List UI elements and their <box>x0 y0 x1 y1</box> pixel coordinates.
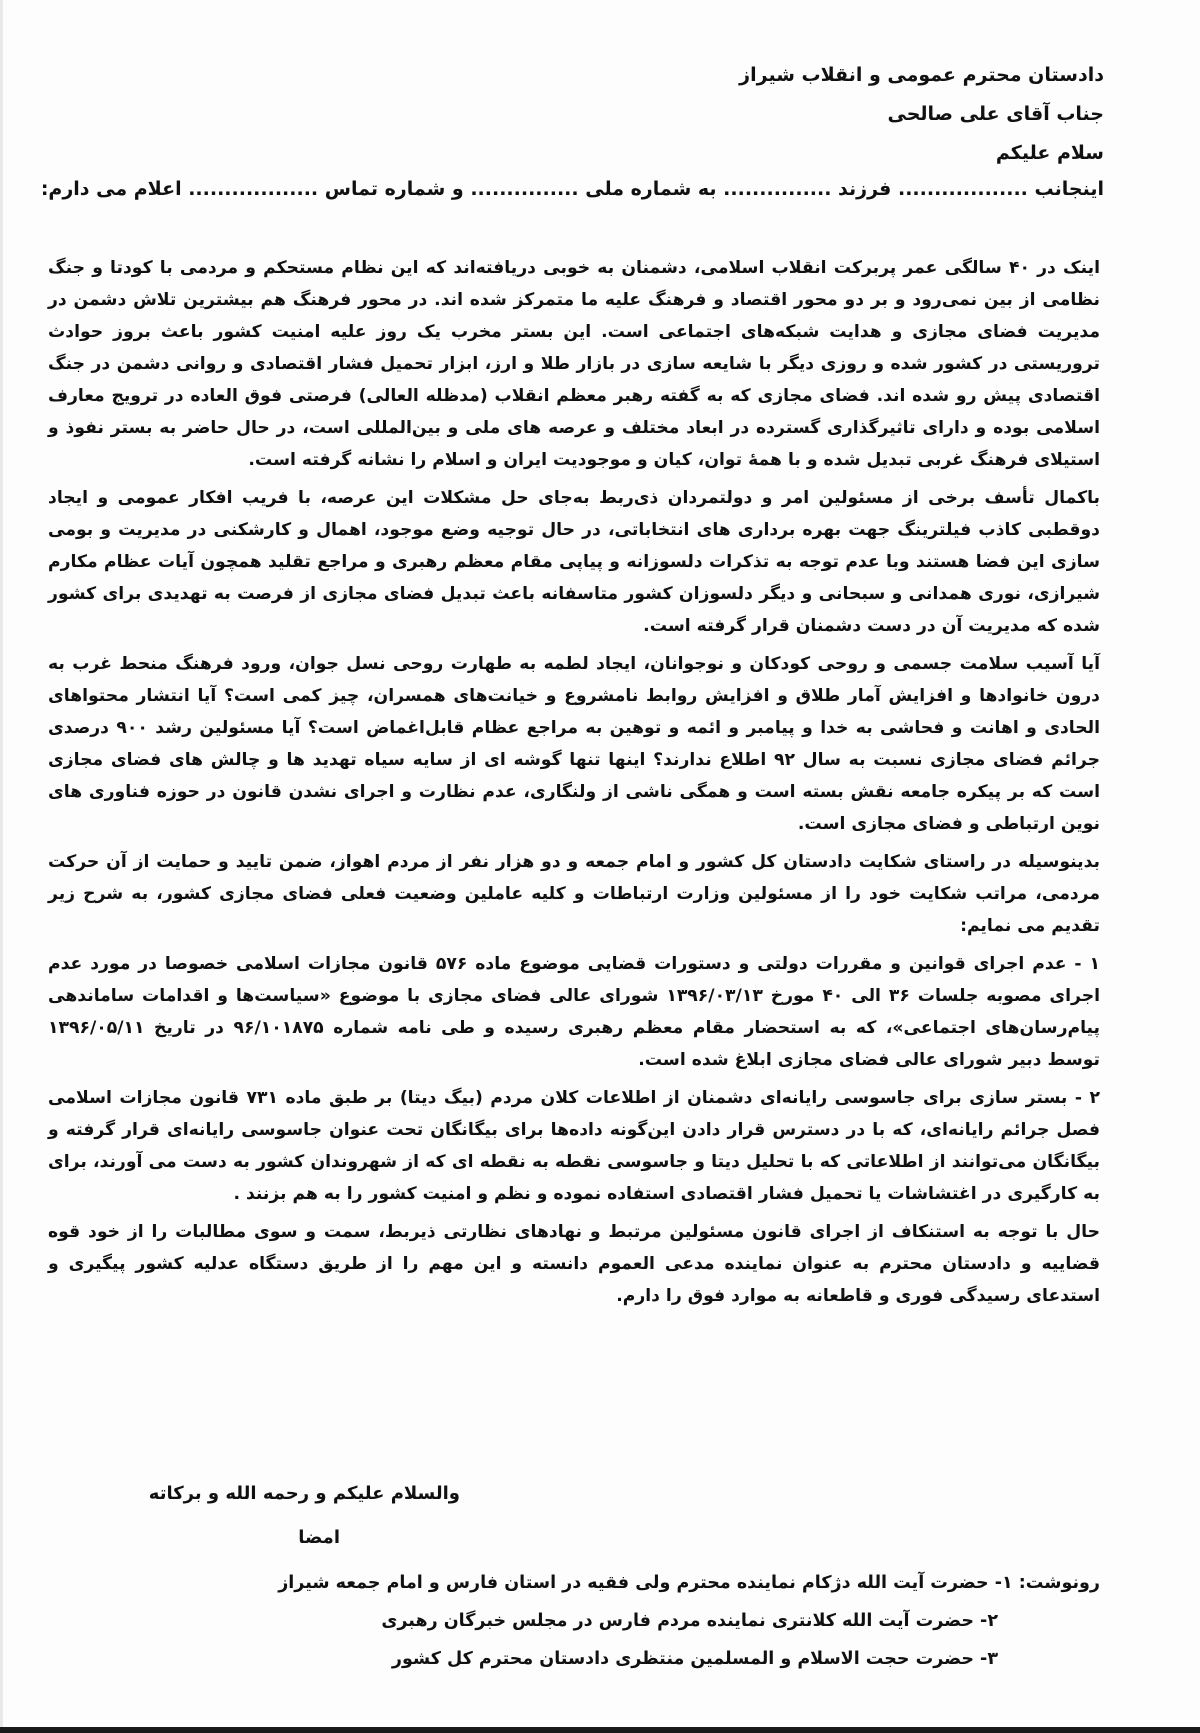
paragraph-complaint: بدینوسیله در راستای شکایت دادستان کل کشور و امام جمعه و دو هزار نفر از مردم اهواز، ضمن تایید و حمایت از آن حرکت مردمی، مراتب شکایت خود را از مسئولین وزارت ارتباطات و کلیه عاملین وضعیت فعلی فضای مجازی کشور، به شرح زیر تقدیم می نمایم: <box>48 852 1100 936</box>
recipient-title: دادستان محترم عمومی و انقلاب شیراز <box>739 64 1104 86</box>
paragraph-intro: اینک در ۴۰ سالگی عمر پربرکت انقلاب اسلامی، دشمنان به خوبی دریافته‌اند که این نظام مستحکم و مردمی با کودتا و جنگ نظامی از بین نمی‌رود و بر دو محور اقتصاد و فرهنگ علیه ما متمرکز شده اند. در محور فرهنگ هم بیشترین تلاش دشمن در مدیریت فضای مجازی و هدایت شبکه‌های اجتماعی است. این بستر مخرب یک روز علیه امنیت کشور باعث بروز حوادث تروریستی در کشور شده و روزی دیگر با شایعه سازی در بازار طلا و ارز، ابزار تحمیل فشار اقتصادی و روانی دشمن در جنگ اقتصادی پیش رو شده اند. فضای مجازی که به گفته رهبر معظم انقلاب (مدظله العالی) فرصتی فوق العاده در ترویج معارف اسلامی بوده و دارای تاثیرگذاری گسترده در ابعاد مختلف و عرصه های ملی و بین‌المللی است، در حال حاضر به بستر نفوذ و استیلای فرهنگ غربی تبدیل شده و با همهٔ توان، کیان و موجودیت ایران و اسلام را نشانه گرفته است. <box>48 258 1100 470</box>
complaint-item-2: ۲ - بستر سازی برای جاسوسی رایانه‌ای دشمنان از اطلاعات کلان مردم (بیگ دیتا) بر طبق ماده ۷۳۱ قانون مجازات اسلامی فصل جرائم رایانه‌ای، که با در دسترس قرار دادن این‌گونه داده‌ها برای بیگانگان تحت عنوان جاسوسی رایانه‌ای قرار گرفته و بیگانگان می‌توانند از اطلاعاتی که با تحلیل دیتا و جاسوسی نقطه به نقطه ای که از شهروندان کشور به دست می آورند، برای به کارگیری در اغتشاشات یا تحمیل فشار اقتصادی استفاده نموده و نظم و امنیت کشور را به هم بزنند . <box>48 1088 1100 1204</box>
cc-label: رونوشت: <box>1018 1573 1100 1593</box>
carbon-copy-list <box>278 1564 1100 1678</box>
letter-header <box>40 56 1104 203</box>
complaint-item-1: ۱ - عدم اجرای قوانین و مقررات دولتی و دستورات قضایی موضوع ماده ۵۷۶ قانون مجازات اسلامی خصوصا در مورد عدم اجرای مصوبه جلسات ۳۶ الی ۴۰ مورخ ۱۳۹۶/۰۳/۱۳ شورای عالی فضای مجازی با موضوع «سیاست‌ها و اقدامات ساماندهی پیام‌رسان‌های اجتماعی»، که به استحضار مقام معظم رهبری رسیده و طی نامه شماره ۹۶/۱۰۱۸۷۵ در تاریخ ۱۳۹۶/۰۵/۱۱ توسط دبیر شورای عالی فضای مجازی ابلاغ شده است. <box>48 954 1101 1070</box>
paragraph-questions: آیا آسیب سلامت جسمی و روحی کودکان و نوجوانان، ایجاد لطمه به طهارت روحی نسل جوان، ورود فرهنگ منحط غرب به درون خانوادها و افزایش آمار طلاق و افزایش روابط نامشروع و خیانت‌های همسران، چیز کمی است؟ آیا انتشار محتواهای الحادی و اهانت و فحاشی به خدا و پیامبر و ائمه و توهین به مراجع عظام قابل‌اغماض است؟ آیا مسئولین رشد ۹۰۰ درصدی جرائم فضای مجازی نسبت به سال ۹۲ اطلاع ندارند؟ اینها تنها گوشه ای از سایه سیاه تهدید ها و چالش های فضای مجازی است که بر پیکره جامعه نقش بسته است و همگی ناشی از ولنگاری، عدم نظارت و اجرای نشدن قانون در حوزه فناوری های نوین ارتباطی و فضای مجازی است. <box>48 654 1100 834</box>
letter-body <box>48 252 1100 1318</box>
greeting: سلام علیکم <box>995 142 1104 164</box>
signature-label: امضا <box>298 1527 340 1548</box>
scan-edge <box>0 0 3 1733</box>
intro-line: اینجانب .................. فرزند ............... به شماره ملی ............... و شماره تماس .................. اعلام می دارم: <box>40 178 1104 200</box>
paragraph-officials: باکمال تأسف برخی از مسئولین امر و دولتمردان ذی‌ربط به‌جای حل مشکلات این عرصه، با فریب افکار عمومی و ایجاد دوقطبی کاذب فیلترینگ جهت بهره برداری های انتخاباتی، در حال توجیه وضع موجود، اهمال و کارشکنی در مدیریت و بومی سازی این فضا هستند وبا عدم توجه به تذکرات دلسوزانه و پیاپی مقام معظم رهبری و مراجع تقلید همچون آیات عظام مکارم شیرازی، نوری همدانی و سبحانی و دیگر دلسوزان کشور متاسفانه باعث تبدیل فضای مجازی از فرصت به تهدیدی برای کشور شده که مدیریت آن در دست دشمنان قرار گرفته است. <box>48 488 1100 636</box>
cc-item-3: ۳- حضرت حجت الاسلام و المسلمین منتظری دادستان محترم کل کشور <box>391 1649 998 1669</box>
paragraph-request: حال با توجه به استنکاف از اجرای قانون مسئولین مرتبط و نهادهای نظارتی ذیربط، سمت و سوی مطالبات را از خود قوه قضاییه و دادستان محترم به عنوان نماینده مدعی العموم دانسته و این مهم را از طریق دستگاه عدلیه کشور پیگیری و استدعای رسیدگی فوری و قاطعانه به موارد فوق را دارم. <box>48 1222 1100 1306</box>
closing-salutation: والسلام علیکم و رحمه الله و برکاته <box>148 1483 460 1504</box>
cc-item-2: ۲- حضرت آیت الله کلانتری نماینده مردم فارس در مجلس خبرگان رهبری <box>381 1611 998 1631</box>
recipient-name: جناب آقای علی صالحی <box>887 103 1104 125</box>
scan-bottom-edge <box>0 1727 1200 1733</box>
cc-item-1: ۱- حضرت آیت الله دژکام نماینده محترم ولی فقیه در استان فارس و امام جمعه شیراز <box>278 1573 1013 1593</box>
